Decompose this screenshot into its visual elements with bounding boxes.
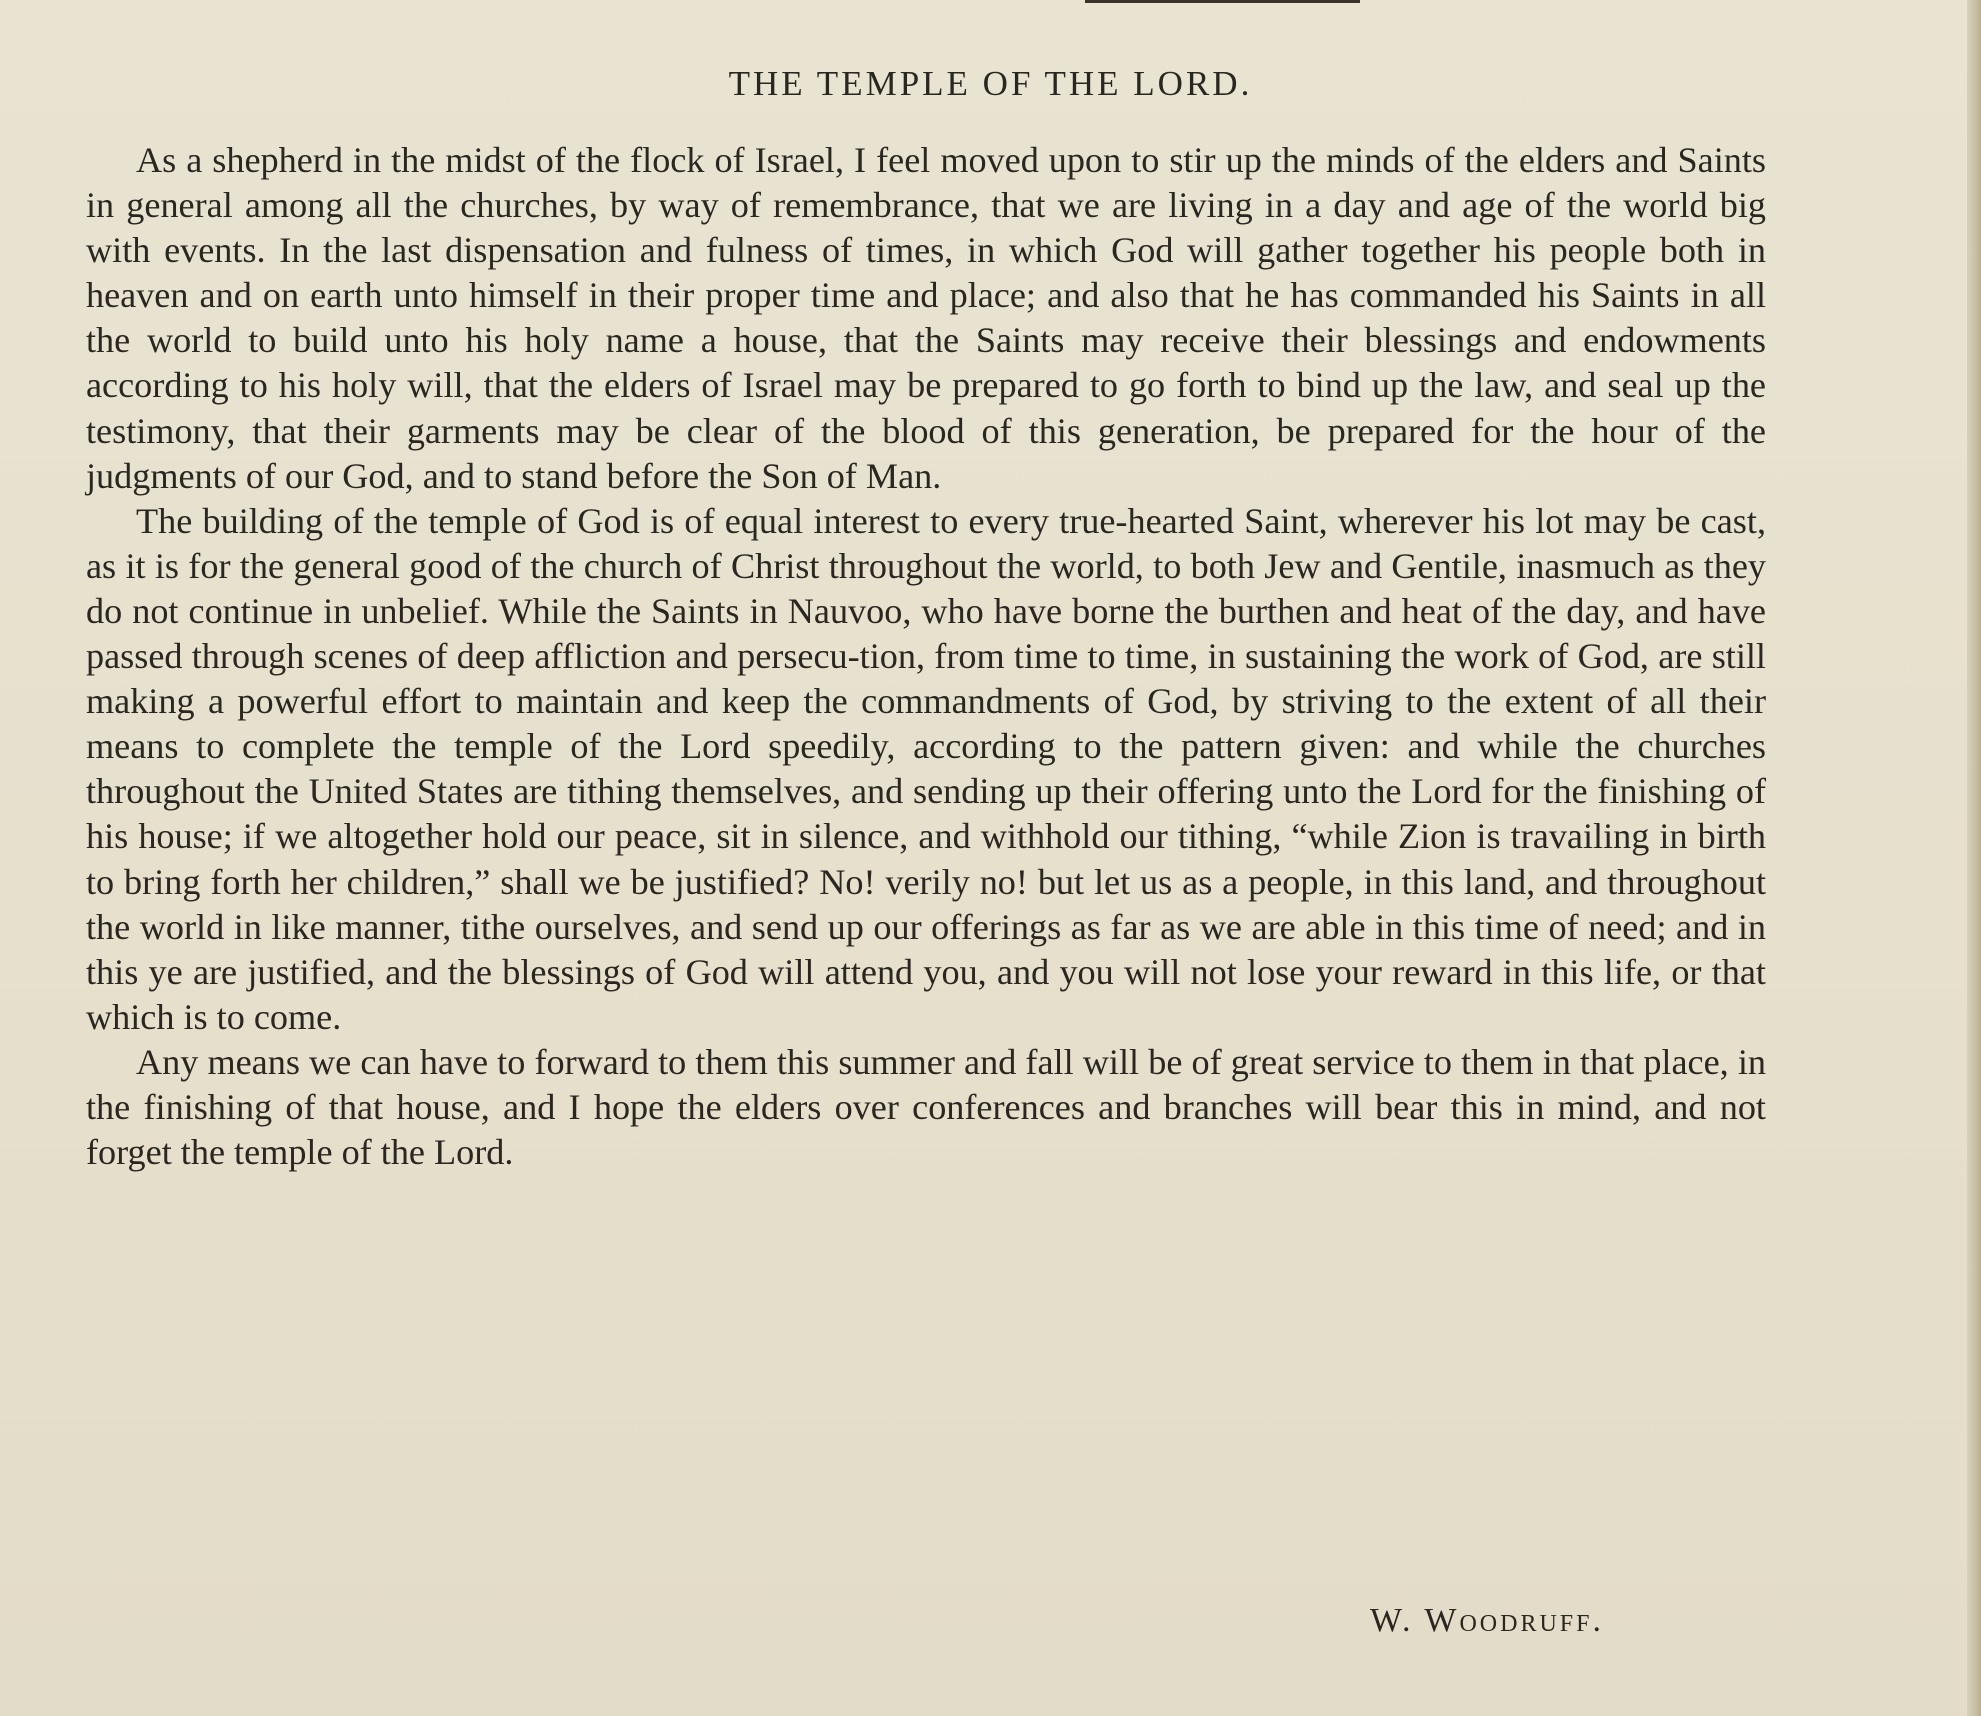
article-title: THE TEMPLE OF THE LORD. — [728, 64, 1253, 103]
article-body — [86, 138, 1766, 1175]
paragraph-1: As a shepherd in the midst of the flock of Israel, I feel moved upon to stir up the minds of the elders and Saints in general among all the churches, by way of remembrance, that we are living in a day and age of the world big with events. In the last dispensation and fulness of times, in which God will gather together his people both in heaven and on earth unto himself in their proper time and place; and also that he has commanded his Saints in all the world to build unto his holy name a house, that the Saints may receive their blessings and endowments according to his holy will, that the elders of Israel may be prepared to go forth to bind up the law, and seal up the testimony, that their garments may be clear of the blood of this generation, be prepared for the hour of the judgments of our God, and to stand before the Son of Man. — [86, 140, 1766, 496]
paragraph-3: Any means we can have to forward to them this summer and fall will be of great service to them in that place, in the finishing of that house, and I hope the elders over conferences and branches will bear this in mind, and not forget the temple of the Lord. — [86, 1041, 1766, 1173]
top-rule — [1085, 0, 1360, 3]
signature: W. Woodruff. — [1370, 1602, 1604, 1639]
page-edge — [1967, 0, 1981, 1716]
paragraph-2: The building of the temple of God is of equal interest to every true-hearted Saint, wherever his lot may be cast, as it is for the general good of the church of Christ throughout the world, to both Jew and Gentile, inasmuch as they do not continue in unbelief. While the Saints in Nauvoo, who have borne the burthen and heat of the day, and have passed through scenes of deep affliction and persecu-tion, from time to time, in sustaining the work of God, are still making a powerful effort to maintain and keep the commandments of God, by striving to the extent of all their means to complete the temple of the Lord speedily, according to the pattern given: and while the churches throughout the United States are tithing themselves, and sending up their offering unto the Lord for the finishing of his house; if we altogether hold our peace, sit in silence, and withhold our tithing, “while Zion is travailing in birth to bring forth her children,” shall we be justified? No! verily no! but let us as a people, in this land, and throughout the world in like manner, tithe ourselves, and send up our offerings as far as we are able in this time of need; and in this ye are justified, and the blessings of God will attend you, and you will not lose your reward in this life, or that which is to come. — [86, 500, 1766, 1037]
